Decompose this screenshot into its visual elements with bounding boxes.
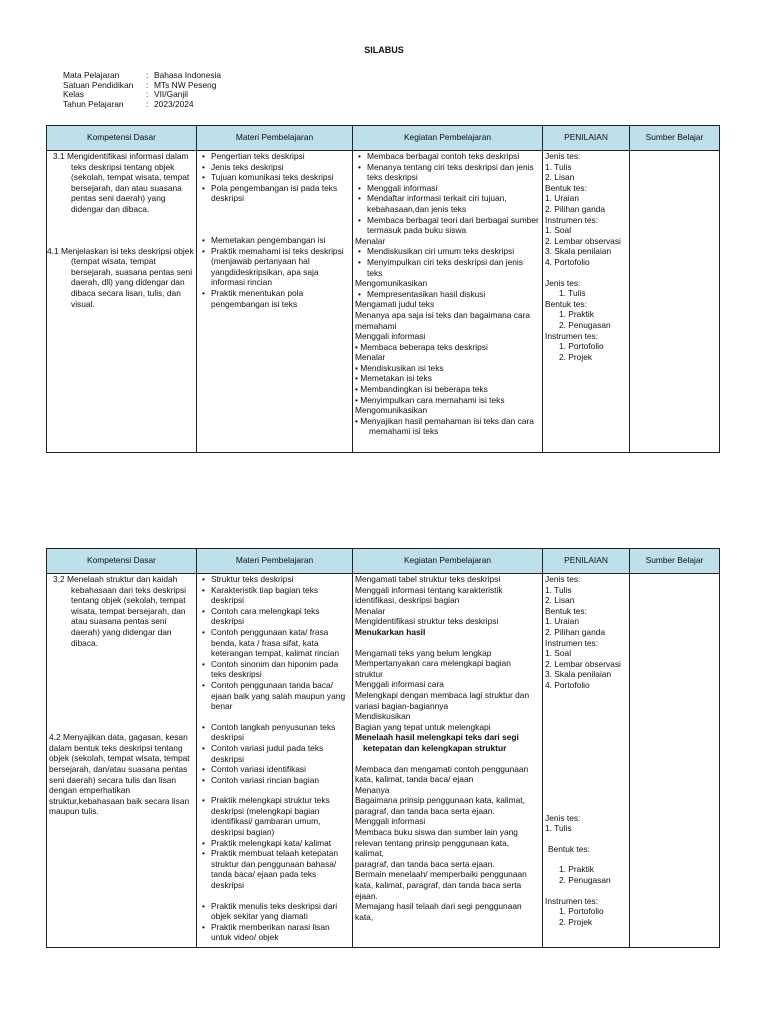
list-item: kata, kalimat, tanda baca/ ejaan [355,774,474,785]
list-item: paragraf, dan tanda baca serta ejaan. [355,858,495,869]
header-materi: Materi Pembelajaran [197,549,353,574]
list-item: Jenis tes: [545,812,581,823]
list-item: • Menyajikan hasil pemahaman isi teks dan cara [355,415,534,426]
kd-text: 4.2 Menyajikan data, gagasan, kesan dalam bentuk teks deskripsi tentang objek (sekolah, tempat wisata, tempat bersejarah, dan/atau suasana pentas seni daerah) secara tulis dan lisan dengan emperhatikan struktur,kebahasaan baik secara lisan maupun tulis. [49,732,190,817]
list-item: 1. Tulis [559,288,586,299]
list-item: Instrumen tes: [545,214,599,225]
list-item: Mendiskusikan [355,711,411,722]
info-sep: : [146,79,149,90]
list-item: • Praktik melengkapi struktur teks deskripsi (melengkapi bagian identifikasi/ gambaran umum, deskripsi bagian) [199,795,350,837]
cell-materi [197,151,353,453]
list-item: • Contoh sinonim dan hiponim pada teks deskripsi [199,659,350,680]
kegiatan-list [355,574,540,922]
list-item: 2. Lembar observasi [545,658,621,669]
list-item: • Karakteristik tiap bagian teks deskripsi [199,585,350,606]
list-item: Jenis tes: [545,151,581,161]
list-item: • Praktik memahami isi teks deskripsi (menjawab pertanyaan hal yangdideskripsikan, apa saja informasi rincian [199,246,350,288]
list-item: Mengamati judul teks [355,299,435,310]
list-item: 1. Uraian [545,616,579,627]
list-item: 2. Penugasan [559,874,611,885]
cell-kompetensi-dasar [47,574,197,948]
list-item: 1. Soal [545,225,572,236]
list-item: 3. Skala penilaian [545,246,612,257]
header-kegiatan: Kegiatan Pembelajaran [353,549,543,574]
list-item: • Mendiskusikan isi teks [355,362,444,373]
list-item: Bentuk tes: [548,843,590,854]
list-item: Bentuk tes: [545,298,587,309]
info-sep: : [146,89,149,100]
header-penilaian: PENILAIAN [543,126,630,151]
syllabus-table-2 [46,548,720,948]
cell-materi [197,574,353,948]
list-item: Menukarkan hasil [355,626,426,637]
table-header-row [47,126,720,151]
list-item: 1. Soal [545,648,572,659]
list-item: • Contoh penggunaan tanda baca/ ejaan baik yang salah maupun yang benar [199,680,350,712]
cell-kegiatan [353,151,543,453]
list-item: • Pengertian teks deskripsi [199,151,350,162]
list-item: 3. Skala penilaian [545,669,612,680]
info-block [63,71,221,109]
header-kompetensi-dasar: Kompetensi Dasar [47,126,197,151]
spacer [545,886,627,896]
materi-list [199,901,350,943]
list-item: Menanya [355,784,390,795]
list-item: 2. Pilihan ganda [545,203,606,214]
list-item: • Mendiskusikan ciri umum teks deskripsi [355,246,540,257]
list-item: • Memetakan isi teks [355,373,432,384]
list-item: 1. Portofolio [559,906,604,917]
list-item: Menggali informasi cara [355,679,444,690]
list-item: • Praktik membuat telaah ketepatan struktur dan penggunaan bahasa/ tanda baca/ ejaan pada teks deskripsi [199,848,350,890]
info-label: Kelas [63,89,84,100]
list-item: • Contoh variasi identifikasi [199,764,350,775]
list-item: Menggali informasi [355,331,426,342]
info-row [63,100,221,110]
info-sep: : [146,98,149,109]
list-item: • Contoh langkah penyusunan teks deskripsi [199,722,350,743]
list-item: 2. Lisan [545,172,575,183]
materi-list [199,795,350,890]
list-item: • Mendaftar informasi terkait ciri tujuan, kebahasaan,dan jenis teks [355,193,540,214]
list-item: Mengamati teks yang belum lengkap [355,647,492,658]
cell-penilaian [543,151,630,453]
list-item: • Praktik memberikan narasi lisan untuk video/ objek [199,922,350,943]
list-item: • Praktik menentukan pola pengembangan isi teks [199,288,350,309]
cell-sumber-belajar [630,151,720,453]
list-item: Menggali informasi [355,816,426,827]
list-item: • Menyimpulkan cara memahami isi teks [355,394,505,405]
list-item: Bentuk tes: [545,182,587,193]
list-item: Menalar [355,352,386,363]
list-item: 1. Praktik [559,309,594,320]
penilaian-list [545,574,627,927]
materi-list [199,574,350,712]
header-kompetensi-dasar: Kompetensi Dasar [47,549,197,574]
list-item: 1. Praktik [559,864,594,875]
list-item: 2. Penugasan [559,319,611,330]
list-item: Mempertanyakan cara melengkapi bagian struktur [355,658,511,679]
syllabus-table-1 [46,125,720,453]
list-item: Memajang hasil telaah dari segi penggunaan kata, [355,901,522,922]
list-item: Menelaah hasil melengkapi teks dari segi [355,732,519,743]
materi-list [199,151,350,204]
list-item: 1. Uraian [545,193,579,204]
list-item: Bagaimana prinsip penggunaan kata, kalimat, paragraf, dan tanda baca serta ejaan. [355,795,525,816]
spacer [545,268,627,278]
kd-text: 4.1 Menjelaskan isi teks deskripsi objek (tempat wisata, tempat bersejarah, suasana pentas seni daerah, dll) yang didengar dan dibaca secara lisan, tulis, dan visual. [47,245,194,309]
list-item: Bermain menelaah/ memperbaiki penggunaan [355,869,527,880]
list-item: 1. Portofolio [559,341,604,352]
list-item: Mengomunikasikan [355,278,428,289]
table-row [47,574,720,948]
header-materi: Materi Pembelajaran [197,126,353,151]
header-penilaian: PENILAIAN [543,549,630,574]
list-item: • Praktik menulis teks deskripsi dari objek sekitar yang diamati [199,901,350,922]
list-item: • Membaca beberapa teks deskripsi [355,341,488,352]
cell-penilaian [543,574,630,948]
header-sumber-belajar: Sumber Belajar [630,549,720,574]
list-item: 4. Portofolio [545,256,590,267]
list-item: memahami [355,320,397,331]
spacer [355,754,540,764]
table-row [47,151,720,453]
info-row [63,81,221,91]
list-item: ketepatan dan kelengkapan struktur [363,742,507,753]
document-title: SILABUS [364,45,404,55]
list-item: 4. Portofolio [545,679,590,690]
table-header-row [47,549,720,574]
list-item: 2. Pilihan ganda [545,626,606,637]
list-item: Mengomunikasikan [355,405,428,416]
list-item: kata, kalimat, paragraf, dan tanda baca serta ejaan. [355,880,522,901]
list-item: • Contoh variasi judul pada teks deskripsi [199,743,350,764]
list-item: Membaca dan mengamati contoh penggunaan [355,763,529,774]
cell-kompetensi-dasar [47,151,197,453]
list-item: • Contoh variasi rincian bagian [199,775,350,786]
header-kegiatan: Kegiatan Pembelajaran [353,126,543,151]
materi-list [199,235,350,309]
list-item: 2. Lisan [545,595,575,606]
spacer [545,834,627,844]
list-item: • Praktik melengkapi kata/ kalimat [199,838,350,849]
list-item: • Tujuan komunikasi teks deskripsi [199,172,350,183]
kegiatan-list [355,151,540,437]
list-item: Melengkapi dengan membaca lagi struktur dan [355,689,530,700]
spacer [545,691,627,813]
spacer [545,854,627,864]
penilaian-list [545,151,627,362]
list-item: 2. Lembar observasi [545,235,621,246]
list-item: • Pola pengembangan isi pada teks deskripsi [199,183,350,204]
list-item: • Menyimpulkan ciri teks deskripsi dan jenis teks [355,257,540,278]
info-label: Satuan Pendidikan [63,79,134,90]
list-item: Jenis tes: [545,277,581,288]
list-item: Membaca buku siswa dan sumber lain yang relevan tentang prinsip penggunaan kata, kalimat, [355,827,518,859]
list-item: 1. Tulis [545,823,572,834]
info-value: VII/Ganjil [154,89,188,100]
list-item: Bagian yang tepat untuk melengkapi [355,721,491,732]
kd-text: 3.2 Menelaah struktur dan kaidah kebahasaan dari teks deskripsi tentang objek (sekolah, tempat wisata, tempat bersejarah, dan atau suasana pentas seni daerah) yang didengar dan dibaca. [53,574,186,648]
materi-list [199,722,350,786]
list-item: • Contoh penggunaan kata/ frasa benda, kata / frasa sifat, kata keterangan tempat, kalimat rincian [199,627,350,659]
list-item: Bentuk tes: [545,605,587,616]
list-item: Menggali informasi tentang karakteristik identifikasi, deskripsi bagian [355,584,503,606]
spacer [355,638,540,648]
list-item: Jenis tes: [545,574,581,584]
list-item: 1. Tulis [545,161,572,172]
list-item: Mengamati tabel struktur teks deskripsi [355,574,501,584]
info-label: Mata Pelajaran [63,70,120,80]
list-item: • Membaca berbagai teori dari berbagai sumber termasuk pada buku siswa [355,215,540,236]
list-item: Instrumen tes: [545,895,599,906]
cell-sumber-belajar [630,574,720,948]
kd-text: 3.1 Mengidentifikasi informasi dalam teks deskripsi tentang objek (sekolah, tempat wisata, tempat bersejarah, dan atau suasana pentas seni daerah) yang didengar dan dibaca. [53,151,190,214]
list-item: Instrumen tes: [545,637,599,648]
list-item: memahami isi teks [369,426,439,437]
list-item: Menalar [355,605,386,616]
list-item: • Mempresentasikan hasil diskusi [355,289,540,300]
list-item: • Menggali informasi [355,183,540,194]
list-item: Menalar [355,235,386,246]
cell-kegiatan [353,574,543,948]
list-item: 2. Projek [559,351,593,362]
info-value: Bahasa Indonesia [154,70,222,80]
list-item: • Contoh cara melengkapi teks deskripsi [199,606,350,627]
info-value: MTs NW Peseng [154,79,217,90]
list-item: 1. Tulis [545,584,572,595]
list-item: • Menanya tentang ciri teks deskripsi dan jenis teks deskripsi [355,162,540,183]
list-item: • Membandingkan isi beberapa teks [355,384,488,395]
list-item: 2. Projek [559,916,593,927]
list-item: variasi bagian-bagiannya [355,700,449,711]
list-item: Instrumen tes: [545,330,599,341]
list-item: • Membaca berbagai contoh teks deskripsi [355,151,540,162]
list-item: • Jenis teks deskripsi [199,162,350,173]
list-item: • Memetakan pengembangan isi [199,235,350,246]
info-value: 2023/2024 [154,98,194,109]
info-label: Tahun Pelajaran [63,98,124,109]
info-sep: : [146,70,149,80]
list-item: • Struktur teks deskripsi [199,574,350,585]
list-item: Mengidentifikasi struktur teks deskripsi [355,616,499,627]
list-item: Menanya apa saja isi teks dan bagaimana cara [355,309,531,320]
header-sumber-belajar: Sumber Belajar [630,126,720,151]
